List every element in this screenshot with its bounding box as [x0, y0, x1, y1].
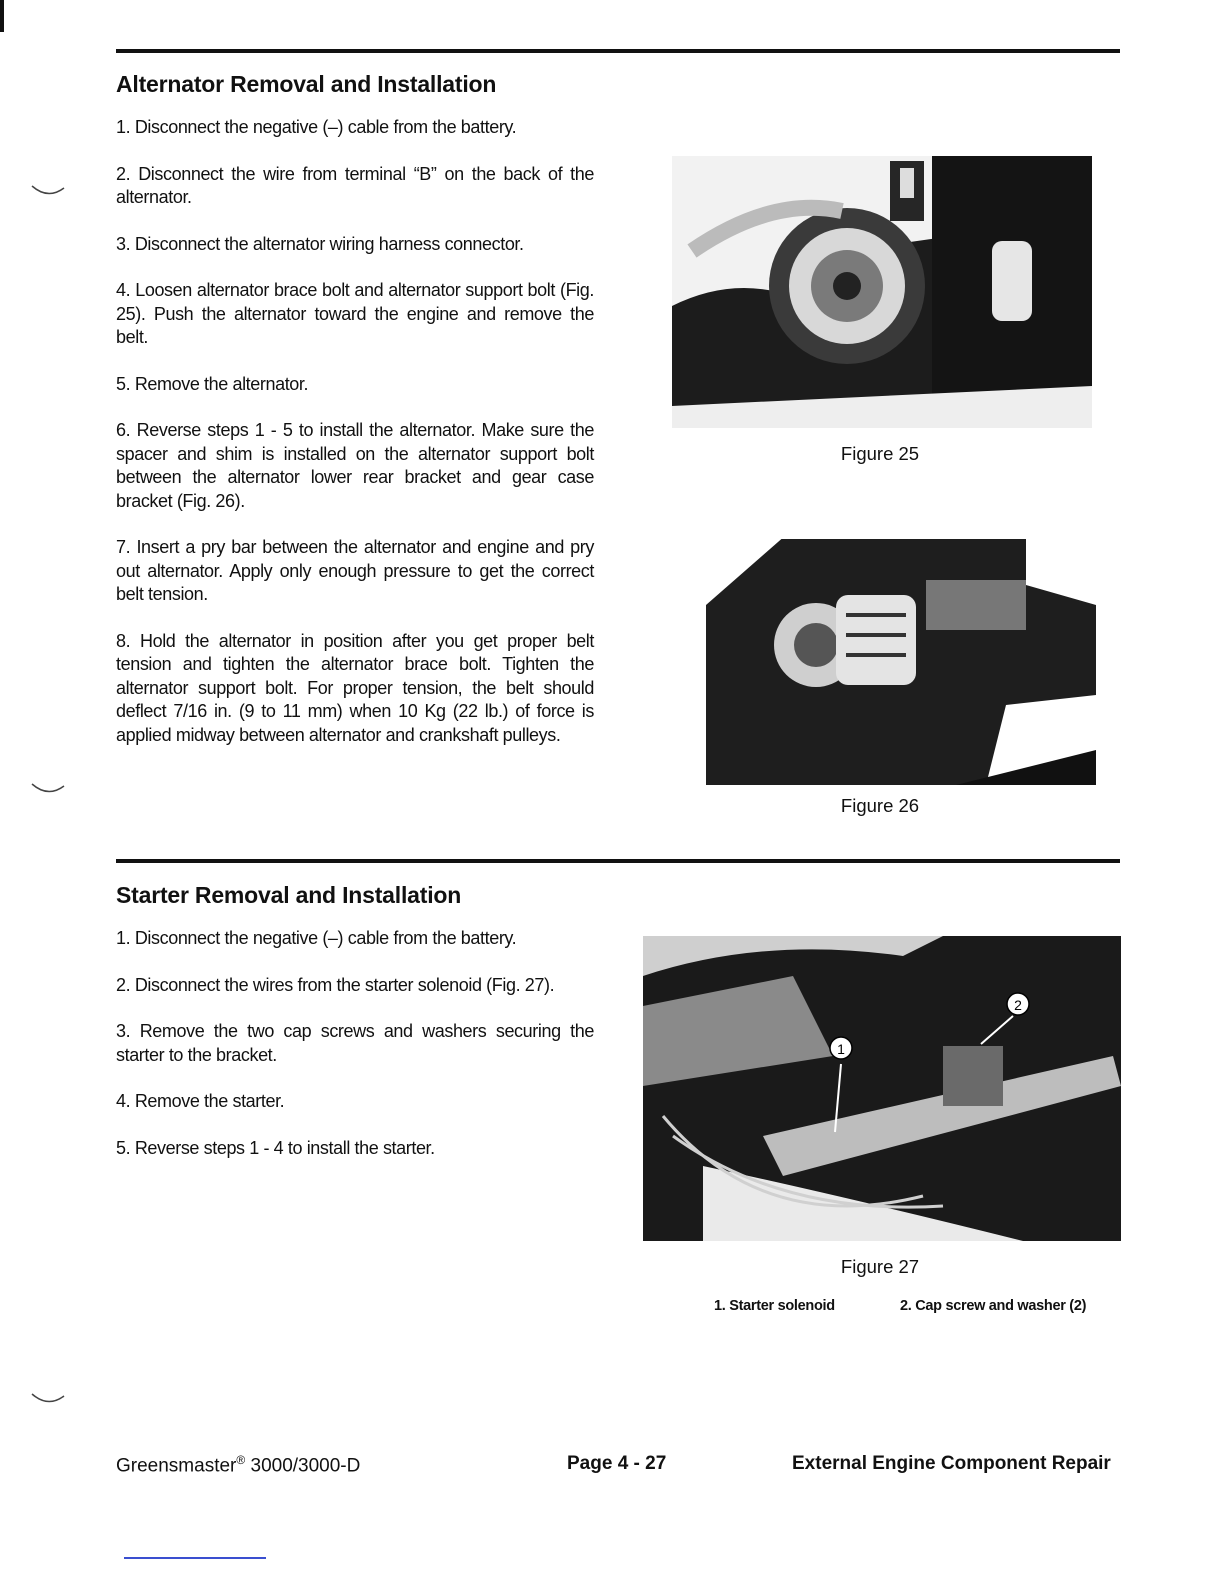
margin-hole-mark — [30, 184, 66, 204]
alternator-step: 1. Disconnect the negative (–) cable from the battery. — [116, 117, 517, 137]
figure-27-caption: Figure 27 — [840, 1256, 920, 1277]
alternator-step: 6. Reverse steps 1 - 5 to install the alternator. Make sure the spacer and shim is installed on the alternator support bolt between the alternator lower rear bracket and gear case bracket (Fig. 26). — [116, 420, 594, 511]
footer-model: 3000/3000-D — [245, 1455, 361, 1477]
callout-1-number: 1 — [837, 1041, 845, 1057]
alternator-step: 4. Loosen alternator brace bolt and alternator support bolt (Fig. 25). Push the alternator toward the engine and remove the belt. — [116, 280, 594, 347]
alternator-step: 8. Hold the alternator in position after you get proper belt tension and tighten the alternator brace bolt. Tighten the alternator support bolt. For proper tension, the belt should deflect 7/16 in. (9 to 11 mm) when 10 Kg (22 lb.) of force is applied midway between alternator and crankshaft pulleys. — [116, 630, 594, 745]
section-divider — [116, 859, 1120, 863]
starter-step: 5. Reverse steps 1 - 4 to install the starter. — [116, 1137, 435, 1158]
starter-step: 2. Disconnect the wires from the starter solenoid (Fig. 27). — [116, 974, 555, 995]
figure-25-photo — [672, 156, 1092, 428]
margin-hole-mark — [30, 782, 66, 802]
legend-item: 2. Cap screw and washer (2) — [900, 1298, 1087, 1314]
footer-page-number: Page 4 - 27 — [567, 1453, 667, 1474]
starter-step: 1. Disconnect the negative (–) cable from the battery. — [116, 928, 517, 948]
starter-steps-list — [116, 927, 594, 1183]
figure-27-photo — [643, 936, 1121, 1241]
alternator-section-heading: Alternator Removal and Installation — [116, 71, 497, 97]
section-divider — [116, 49, 1120, 53]
alternator-step: 2. Disconnect the wire from terminal “B” on the back of the alternator. — [116, 163, 594, 207]
callout-2-number: 2 — [1014, 997, 1022, 1013]
alternator-step: 7. Insert a pry bar between the alternator and engine and pry out alternator. Apply only enough pressure to get the correct belt tension. — [116, 537, 594, 604]
footer-chapter-title: External Engine Component Repair — [792, 1453, 1111, 1474]
legend-item: 1. Starter solenoid — [714, 1298, 835, 1314]
alternator-steps-list — [116, 116, 594, 770]
figure-26-caption: Figure 26 — [840, 795, 920, 816]
figure-26-photo — [706, 525, 1096, 785]
starter-step: 4. Remove the starter. — [116, 1091, 285, 1111]
registered-mark: ® — [236, 1453, 246, 1467]
starter-section-heading: Starter Removal and Installation — [116, 882, 462, 908]
margin-hole-mark — [30, 1392, 66, 1412]
page-edge-mark — [0, 0, 4, 32]
figure-25-caption: Figure 25 — [840, 443, 920, 464]
starter-step: 3. Remove the two cap screws and washers securing the starter to the bracket. — [116, 1021, 594, 1065]
bottom-underline — [124, 1557, 266, 1559]
footer-product-name: Greensmaster — [116, 1455, 237, 1477]
footer-product — [116, 1453, 360, 1477]
alternator-step: 5. Remove the alternator. — [116, 373, 309, 394]
alternator-step: 3. Disconnect the alternator wiring harness connector. — [116, 233, 524, 254]
